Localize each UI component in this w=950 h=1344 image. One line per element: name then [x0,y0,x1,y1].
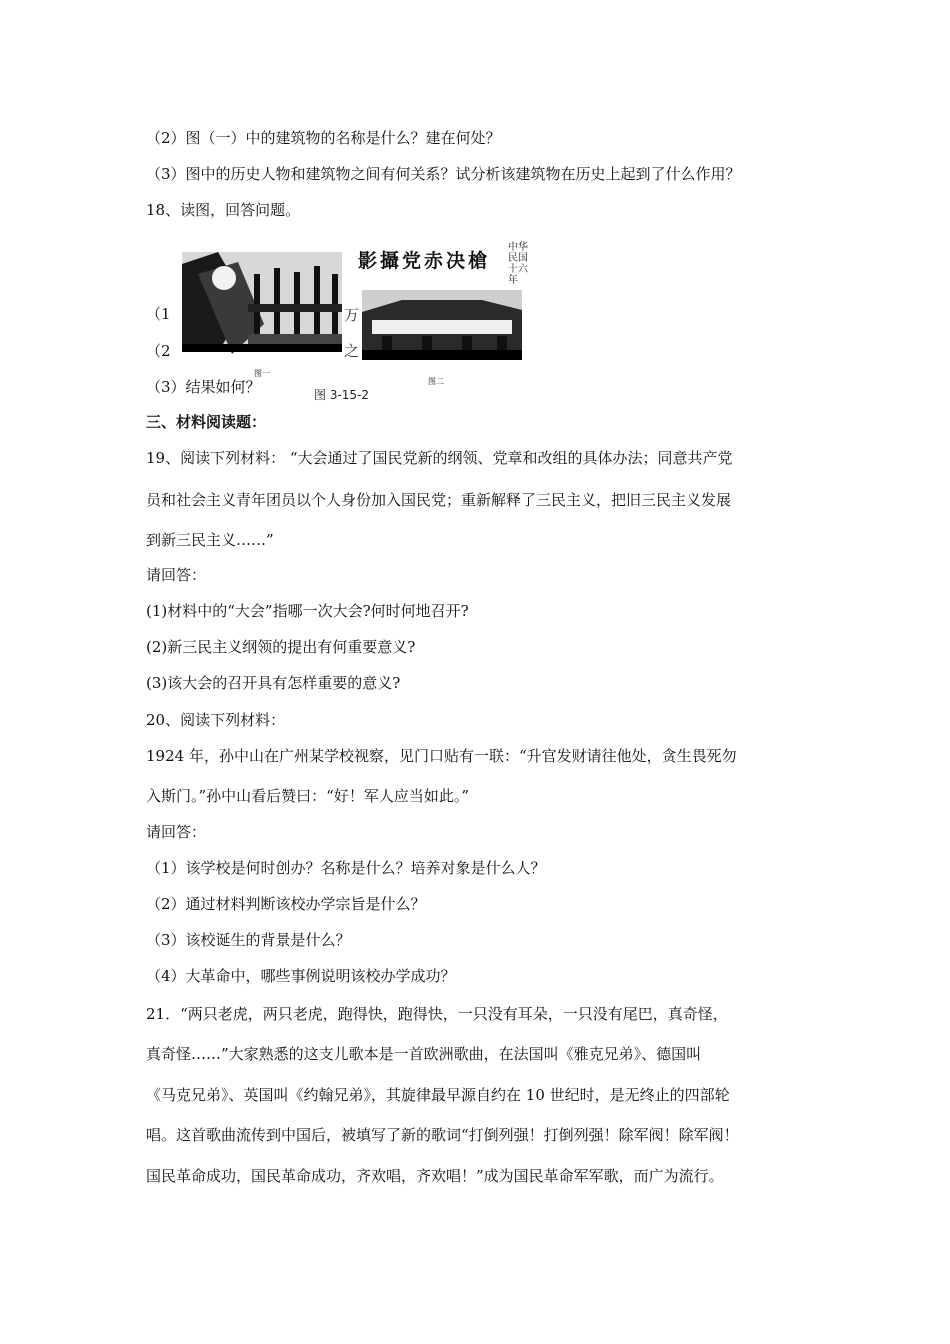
question-19-sub-1: (1)材料中的“大会”指哪一次大会?何时何地召开? [146,602,469,620]
question-18-sub-3-fragment: （3）结果如何？ [146,378,261,396]
question-20-sub-2: （2）通过材料判断该校办学宗旨是什么？ [146,895,426,913]
figure-3-15-2 [178,240,528,400]
question-20-sub-4: （4）大革命中，哪些事例说明该校办学成功？ [146,967,456,985]
question-20-prompt: 请回答： [146,823,207,841]
question-21-line-5: 国民革命成功，国民革命成功，齐欢唱，齐欢唱！”成为国民革命军军歌，而广为流行。 [146,1167,724,1185]
question-19-sub-2: (2)新三民主义纲领的提出有何重要意义? [146,638,416,656]
question-19-line-3: 到新三民主义……” [146,531,274,549]
figure-caption: 图 3-15-2 [314,388,370,402]
question-21-line-3: 《马克兄弟》、英国叫《约翰兄弟》，其旋律最早源自约在 10 世纪时，是无终止的四部轮 [146,1086,730,1104]
question-19-prompt: 请回答： [146,566,207,584]
figure-side-fragment-2: 之 [344,342,360,360]
question-21-line-2: 真奇怪……”大家熟悉的这支儿歌本是一首欧洲歌曲，在法国叫《雅克兄弟》、德国叫 [146,1045,702,1063]
question-20-sub-3: （3）该校诞生的背景是什么？ [146,931,351,949]
question-18-title: 18、读图，回答问题。 [146,201,301,219]
question-20-line-2: 入斯门。”孙中山看后赞曰：“好！军人应当如此。” [146,787,470,805]
question-19-line-1: 19、阅读下列材料： “大会通过了国民党新的纲领、党章和改组的具体办法；同意共产党 [146,449,733,467]
question-19-sub-3: (3)该大会的召开具有怎样重要的意义? [146,674,401,692]
figure-two-vertical-text: 中华民国十六年 [508,242,528,286]
question-20-line-1: 1924 年，孙中山在广州某学校视察，见门口贴有一联：“升官发财请往他处，贪生畏死勿 [146,747,737,765]
question-20-title: 20、阅读下列材料： [146,711,286,729]
question-21-line-1: 21．“两只老虎，两只老虎，跑得快，跑得快，一只没有耳朵，一只没有尾巴，真奇怪， [146,1005,728,1023]
figure-side-fragment-1: 万 [344,306,360,324]
question-18-sub-1-fragment: （1 [146,305,171,323]
figure-two-label: 图二 [428,377,444,386]
question-18-sub-2-fragment: （2 [146,342,171,360]
section-3-title: 三、材料阅读题： [146,413,267,431]
question-19-line-2: 员和社会主义青年团员以个人身份加入国民党；重新解释了三民主义，把旧三民主义发展 [146,491,732,509]
question-17-sub-3: （3）图中的历史人物和建筑物之间有何关系？试分析该建筑物在历史上起到了什么作用？ [146,165,741,183]
question-17-sub-2: （2）图（一）中的建筑物的名称是什么？建在何处？ [146,129,501,147]
figure-one-label: 图一 [254,369,270,378]
figure-two-banner-text: 影攝党赤决槍 [358,250,491,272]
figure-two-photo [362,290,522,360]
question-20-sub-1: （1）该学校是何时创办？名称是什么？培养对象是什么人？ [146,859,546,877]
figure-one-photo [178,244,342,360]
question-21-line-4: 唱。这首歌曲流传到中国后，被填写了新的歌词“打倒列强！打倒列强！除军阀！除军阀！ [146,1126,739,1144]
